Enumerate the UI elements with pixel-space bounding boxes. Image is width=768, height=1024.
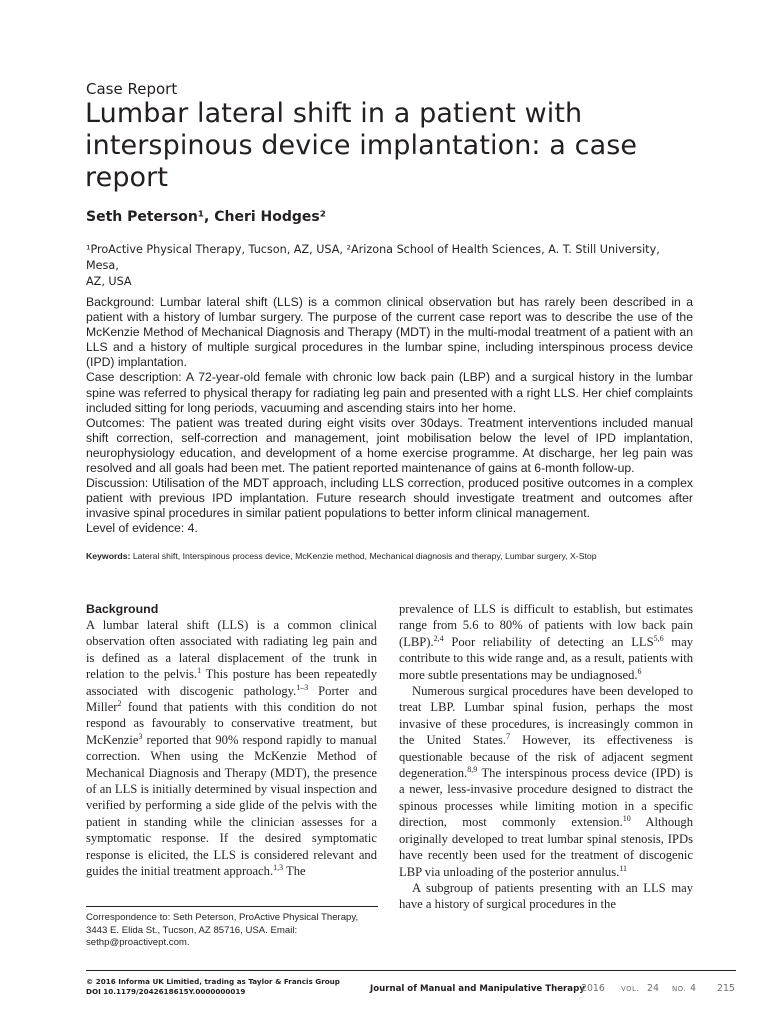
title-line-2: interspinous device implantation: a case bbox=[85, 130, 638, 161]
body-text: A lumbar lateral shift (LLS) is a common clinical observation often associated with radiating leg pain and is defined as a lateral displacement of the trunk in relation to the pelvis. bbox=[86, 618, 377, 682]
keywords-text: Lateral shift, Interspinous process device, McKenzie method, Mechanical diagnosis and therapy, Lumbar surgery, X-Stop bbox=[130, 551, 597, 561]
title-line-3: report bbox=[85, 162, 169, 193]
section-heading-background: Background bbox=[86, 602, 159, 616]
article-title bbox=[85, 98, 725, 194]
citation: 1–3 bbox=[296, 682, 309, 692]
body-text: Although originally developed to treat lumbar spinal stenosis, IPDs have recently been used for the treatment of discogenic LBP via unloading of the posterior annulus. bbox=[399, 815, 694, 879]
body-text: Numerous surgical procedures have been developed to treat LBP. Lumbar spinal fusion, perhaps the most invasive of these procedures, is increasingly common in the United States. bbox=[399, 684, 693, 748]
abstract-discussion bbox=[86, 476, 693, 521]
title-line-1: Lumbar lateral shift in a patient with bbox=[85, 98, 583, 129]
abstract-case-label: Case description: bbox=[86, 370, 182, 385]
copyright-block bbox=[86, 977, 366, 997]
footer-journal-info bbox=[370, 984, 736, 998]
doi-text: DOI 10.1179/2042618615Y.0000000019 bbox=[86, 987, 246, 996]
citation: 3 bbox=[138, 731, 143, 741]
abstract bbox=[86, 295, 693, 537]
footnote-rule bbox=[86, 906, 378, 907]
correspondence-footnote: Correspondence to: Seth Peterson, ProActive Physical Therapy, 3443 E. Elida St., Tucson, AZ 85716, USA. Email: sethp@proactivept.com. bbox=[86, 912, 359, 949]
right-column bbox=[399, 601, 693, 913]
abstract-evidence-text: 4. bbox=[184, 521, 198, 536]
body-text: Poor reliability of detecting an LLS bbox=[443, 634, 654, 649]
publication-year: 2016 bbox=[581, 983, 605, 994]
body-text: This posture has been repeatedly associated with discogenic pathology. bbox=[86, 667, 378, 698]
footer-rule bbox=[86, 970, 736, 971]
body-text: found that patients with this condition do not respond as favourably to conservative treatment, but McKenzie bbox=[86, 700, 377, 747]
citation: 2 bbox=[117, 699, 122, 709]
affiliations bbox=[86, 242, 696, 290]
abstract-discussion-label: Discussion: bbox=[86, 476, 149, 491]
abstract-discussion-text: Utilisation of the MDT approach, including LLS correction, produced positive outcomes in a complex patient with previous IPD implantation. Future research should investigate treatment and outcomes after invasive spinal procedures in similar patient populations to better inform clinical management. bbox=[86, 476, 693, 521]
abstract-background bbox=[86, 295, 693, 370]
abstract-background-label: Background: bbox=[86, 295, 155, 309]
abstract-case-description bbox=[86, 370, 693, 415]
body-text: prevalence of LLS is difficult to establish, but estimates range from 5.6 to 80% of patients with low back pain (LBP). bbox=[399, 602, 693, 649]
abstract-evidence bbox=[86, 521, 693, 536]
citation: 8,9 bbox=[467, 765, 478, 775]
body-paragraph bbox=[399, 601, 693, 683]
citation: 1 bbox=[197, 666, 202, 676]
affiliation-line-2: AZ, USA bbox=[86, 275, 132, 288]
article-type: Case Report bbox=[86, 80, 178, 98]
copyright-text: © 2016 Informa UK Limitied, trading as Taylor & Francis Group bbox=[86, 977, 340, 986]
abstract-outcomes-label: Outcomes: bbox=[86, 415, 145, 430]
page-number: 215 bbox=[717, 983, 735, 994]
keywords bbox=[86, 551, 706, 561]
journal-name: Journal of Manual and Manipulative Therapy bbox=[370, 984, 585, 994]
body-text: Porter and Miller bbox=[86, 683, 377, 715]
citation: 1,3 bbox=[273, 863, 284, 873]
citation: 5,6 bbox=[653, 633, 664, 643]
issue-number: 4 bbox=[690, 983, 696, 994]
left-column bbox=[86, 601, 377, 880]
keywords-label: Keywords: bbox=[86, 551, 131, 561]
abstract-evidence-label: Level of evidence: bbox=[86, 521, 185, 536]
affiliation-line-1: ¹ProActive Physical Therapy, Tucson, AZ, USA, ²Arizona School of Health Sciences, A. T. Still University, Mesa, bbox=[86, 243, 660, 272]
volume-label: VOL. bbox=[621, 985, 639, 993]
body-paragraph bbox=[86, 617, 377, 880]
citation: 10 bbox=[622, 814, 631, 824]
body-text: reported that 90% respond rapidly to manual correction. When using the McKenzie Method of Mechanical Diagnosis and Therapy (MDT), the presence of an LLS is initially determined by visual inspection and verified by performing a side glide of the pelvis with the patient in standing while the clinician assesses for a symptomatic response. If the desired symptomatic response is elicited, the LLS is considered relevant and guides the initial treatment approach. bbox=[86, 732, 377, 879]
body-text: The bbox=[283, 864, 306, 879]
citation: 7 bbox=[506, 732, 511, 742]
body-text: may contribute to this wide range and, as a result, patients with more subtle presentations may be undiagnosed. bbox=[399, 634, 693, 682]
abstract-outcomes bbox=[86, 416, 693, 476]
volume-number: 24 bbox=[647, 983, 659, 994]
body-paragraph bbox=[399, 683, 693, 880]
abstract-background-text: Lumbar lateral shift (LLS) is a common clinical observation but has rarely been described in a patient with a history of lumbar surgery. The purpose of the current case report was to describe the use of the McKenzie Method of Mechanical Diagnosis and Therapy (MDT) in the multi-modal treatment of a patient with an LLS and a history of multiple surgical procedures in the lumbar spine, including interspinous process device (IPD) implantation. bbox=[86, 295, 693, 370]
author-list: Seth Peterson¹, Cheri Hodges² bbox=[86, 209, 326, 225]
issue-label: NO. bbox=[672, 985, 686, 993]
citation: 11 bbox=[619, 863, 627, 873]
body-text: A subgroup of patients presenting with an LLS may have a history of surgical procedures in the bbox=[399, 880, 693, 912]
abstract-outcomes-text: The patient was treated during eight visits over 30days. Treatment interventions included manual shift correction, self-correction and management, joint mobilisation below the level of IPD implantation, neurophysiology education, and development of a home exercise programme. At discharge, her leg pain was resolved and all goals had been met. The patient reported maintenance of gains at 6-month follow-up. bbox=[86, 415, 693, 476]
body-paragraph bbox=[399, 880, 693, 913]
citation: 2,4 bbox=[433, 633, 444, 643]
body-text: However, its effectiveness is questionable because of the risk of adjacent segment degeneration. bbox=[399, 733, 693, 781]
citation: 6 bbox=[637, 666, 642, 676]
body-text: The interspinous process device (IPD) is a newer, less-invasive procedure designed to distract the spinous processes while limiting motion in a specific direction, most commonly extension. bbox=[399, 766, 693, 830]
abstract-case-text: A 72-year-old female with chronic low back pain (LBP) and a surgical history in the lumbar spine was referred to physical therapy for radiating leg pain and presented with a right LLS. Her chief complaints included sitting for long periods, vacuuming and ascending stairs into her home. bbox=[86, 370, 693, 415]
